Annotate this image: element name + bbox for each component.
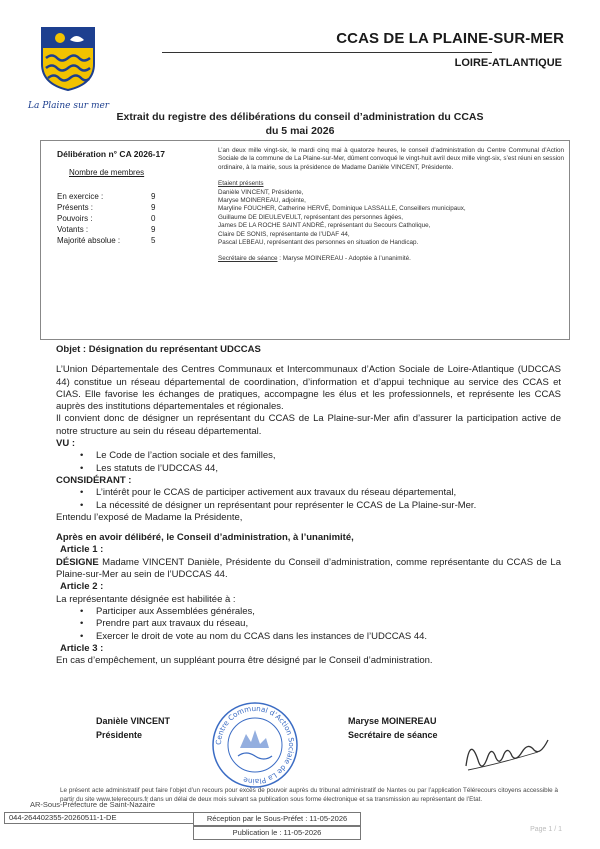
member-count-label: Présents : bbox=[57, 203, 94, 212]
member-count-label: En exercice : bbox=[57, 192, 104, 201]
member-count-label: Majorité absolue : bbox=[57, 236, 121, 245]
vu-list bbox=[92, 450, 561, 475]
crest-icon bbox=[40, 26, 96, 92]
official-stamp-icon bbox=[210, 700, 300, 790]
member-count-row bbox=[57, 224, 227, 235]
present-heading: Etaient présents bbox=[218, 180, 264, 188]
considerant-label: CONSIDÉRANT : bbox=[56, 474, 132, 486]
president-role: Présidente bbox=[96, 730, 143, 740]
deliberation-statement: Après en avoir délibéré, le Conseil d’administration, à l’unanimité, bbox=[56, 532, 354, 544]
reception-date: Réception par le Sous-Préfet : 11-05-2026 bbox=[193, 812, 361, 826]
handwritten-signature-icon bbox=[460, 720, 560, 780]
secretary-signature-block bbox=[348, 714, 438, 742]
president-signature-block bbox=[96, 714, 170, 742]
member-count-row bbox=[57, 191, 227, 202]
article-2-list bbox=[92, 606, 561, 643]
present-member: Guillaume DE DIEULEVEULT, représentant des personnes âgées, bbox=[218, 213, 404, 221]
article-2-item: • Prendre part aux travaux du réseau, bbox=[92, 618, 561, 630]
vu-item: • Le Code de l’action sociale et des familles, bbox=[92, 450, 561, 462]
deliberation-number: Délibération n° CA 2026-17 bbox=[57, 149, 165, 159]
secretary-text: : Maryse MOINEREAU - Adoptée à l’unanimité. bbox=[277, 255, 411, 263]
considerant-list bbox=[92, 487, 561, 512]
member-count-value: 9 bbox=[151, 203, 156, 212]
present-member: Danièle VINCENT, Présidente, bbox=[218, 188, 304, 196]
vu-label: VU : bbox=[56, 438, 75, 450]
member-count-value: 0 bbox=[151, 214, 156, 223]
members-list bbox=[57, 191, 227, 246]
member-count-label: Pouvoirs : bbox=[57, 214, 93, 223]
stamp-text: Centre Communal d’Action Sociale de La Plaine bbox=[213, 703, 297, 787]
logo-tagline: La Plaine sur mer bbox=[28, 101, 110, 111]
municipal-logo bbox=[28, 26, 108, 111]
president-name: Danièle VINCENT bbox=[96, 716, 171, 726]
members-panel bbox=[57, 149, 227, 246]
present-list bbox=[218, 189, 564, 248]
article-2-item: • Participer aux Assemblées générales, bbox=[92, 606, 561, 618]
present-member: Pascal LEBEAU, représentant des personnes en situation de Handicap. bbox=[218, 239, 419, 247]
session-intro: L’an deux mille vingt-six, le mardi cinq mai à quatorze heures, le conseil d’administration du Centre Communal d’Action Sociale de la commune de La Plaine-sur-Mer, dûment convoqué le vingt-huit avril deux mille vingt-six, s’est réuni en session ordinaire, à la mairie, sous la présidence de Madame Danièle VINCENT, Présidente. bbox=[218, 147, 564, 171]
member-count-value: 9 bbox=[151, 225, 156, 234]
member-count-row bbox=[57, 202, 227, 213]
session-info-box bbox=[40, 140, 570, 340]
document-title bbox=[0, 110, 600, 138]
secretary-name: Maryse MOINEREAU bbox=[348, 716, 437, 726]
present-member: Maryline FOUCHER, Catherine HERVÉ, Dominique LASSALLE, Conseillers municipaux, bbox=[218, 205, 466, 213]
title-line-2: du 5 mai 2026 bbox=[265, 125, 335, 137]
region-name: LOIRE-ATLANTIQUE bbox=[454, 57, 562, 69]
present-member: James DE LA ROCHE SAINT ANDRÉ, représentant du Secours Catholique, bbox=[218, 222, 431, 230]
member-count-value: 9 bbox=[151, 192, 156, 201]
member-count-row bbox=[57, 213, 227, 224]
article-1-text bbox=[56, 557, 561, 582]
page-number: Page 1 / 1 bbox=[530, 826, 562, 833]
deliberation-body bbox=[56, 344, 561, 667]
paragraph-designation: Il convient donc de désigner un représentant du CCAS de La Plaine-sur-Mer afin d’assurer la participation active de notre structure au sein du réseau départemental. bbox=[56, 413, 561, 437]
secretary-label: Secrétaire de séance bbox=[218, 255, 278, 263]
vu-item: • Les statuts de l’UDCCAS 44, bbox=[92, 463, 561, 475]
secretary-role: Secrétaire de séance bbox=[348, 730, 438, 740]
session-details bbox=[218, 147, 564, 264]
member-count-label: Votants : bbox=[57, 225, 89, 234]
organization-name: CCAS DE LA PLAINE-SUR-MER bbox=[336, 30, 564, 47]
legal-notice: Le présent acte administratif peut faire l’objet d’un recours pour excès de pouvoir auprès du tribunal administratif de Nantes ou par l’application Télérecours citoyens accessible à partir du site www.telerecours.fr dans un délai de deux mois suivant sa publication sous forme électronique et sa transmission au représentant de l’Etat. bbox=[60, 787, 558, 803]
article-2-item: • Exercer le droit de vote au nom du CCAS dans les instances de l’UDCCAS 44. bbox=[92, 631, 561, 643]
publication-date: Publication le : 11-05-2026 bbox=[193, 826, 361, 840]
secretary-line bbox=[218, 255, 564, 263]
prefecture-receipt-title: AR-Sous-Préfecture de Saint-Nazaire bbox=[30, 800, 156, 809]
present-member: Claire DE SONIS, représentante de l’UDAF 44, bbox=[218, 230, 350, 238]
present-member: Maryse MOINEREAU, adjointe, bbox=[218, 197, 306, 205]
article-3-text: En cas d’empêchement, un suppléant pourra être désigné par le Conseil d’administration. bbox=[56, 655, 433, 667]
object-heading: Objet : Désignation du représentant UDCCAS bbox=[56, 344, 261, 355]
members-heading: Nombre de membres bbox=[69, 168, 145, 177]
article-1-body: Madame VINCENT Danièle, Présidente du Conseil d’administration, comme représentante du CCAS de La Plaine-sur-Mer au sein de l’UDCCAS 44. bbox=[56, 556, 561, 581]
member-count-row bbox=[57, 235, 227, 246]
expose-line: Entendu l’exposé de Madame la Présidente, bbox=[56, 511, 243, 523]
article-2-intro: La représentante désignée est habilitée à : bbox=[56, 593, 236, 605]
paragraph-udccas: L’Union Départementale des Centres Communaux et Intercommunaux d’Action Sociale de Loire-Atlantique (UDCCAS 44) constitue un réseau départemental de coordination, d’information et d’appui technique au service des CCAS et CIAS. Elle favorise les échanges de pratiques, accompagne les élus et les professionnels, et représente les CCAS auprès des institutions départementales et régionales. bbox=[56, 364, 561, 413]
article-2-label: Article 2 : bbox=[60, 581, 104, 593]
designe-keyword: DÉSIGNE bbox=[56, 556, 99, 568]
header-divider bbox=[162, 52, 492, 53]
act-identifier: 044-264402355-20260511-1-DE bbox=[4, 812, 194, 824]
member-count-value: 5 bbox=[151, 236, 156, 245]
article-3-label: Article 3 : bbox=[60, 642, 104, 654]
article-1-label: Article 1 : bbox=[60, 544, 104, 556]
title-line-1: Extrait du registre des délibérations du conseil d’administration du CCAS bbox=[116, 111, 484, 123]
considerant-item: • La nécessité de désigner un représentant pour représenter le CCAS de La Plaine-sur-Mer. bbox=[92, 500, 561, 512]
considerant-item: • L’intérêt pour le CCAS de participer activement aux travaux du réseau départemental, bbox=[92, 487, 561, 499]
